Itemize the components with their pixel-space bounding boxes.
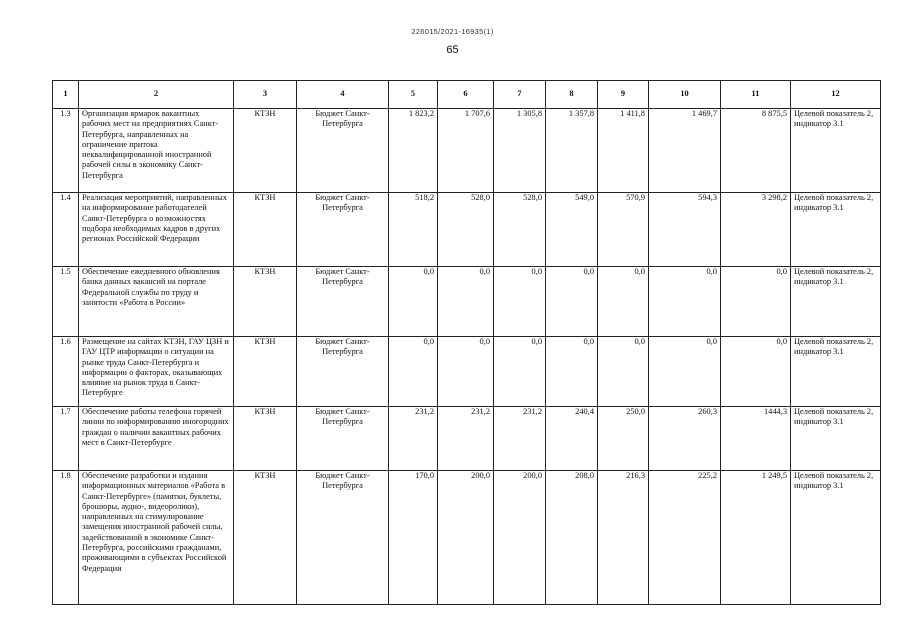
amount-cell: 8 875,5 bbox=[721, 109, 791, 193]
funding-source: Бюджет Санкт-Петербурга bbox=[297, 267, 389, 337]
table-row bbox=[53, 471, 881, 605]
funding-source: Бюджет Санкт-Петербурга bbox=[297, 193, 389, 267]
column-header: 10 bbox=[649, 81, 721, 109]
column-header: 8 bbox=[546, 81, 598, 109]
column-header: 3 bbox=[234, 81, 297, 109]
executor: КТЗН bbox=[234, 337, 297, 407]
indicator-note: Целевой показатель 2, индикатор 3.1 bbox=[791, 471, 881, 605]
amount-cell: 0,0 bbox=[598, 337, 649, 407]
amount-cell: 260,3 bbox=[649, 407, 721, 471]
amount-cell: 1 411,8 bbox=[598, 109, 649, 193]
row-number: 1.7 bbox=[53, 407, 79, 471]
measure-name: Организация ярмарок вакантных рабочих мест на предприятиях Санкт-Петербурга, направленных на ограничение притока неквалифицированной иностранной рабочей силы в экономику Санкт-Петербурга bbox=[79, 109, 234, 193]
table-row bbox=[53, 193, 881, 267]
amount-cell: 231,2 bbox=[438, 407, 494, 471]
amount-cell: 0,0 bbox=[494, 337, 546, 407]
amount-cell: 240,4 bbox=[546, 407, 598, 471]
row-number: 1.5 bbox=[53, 267, 79, 337]
amount-cell: 0,0 bbox=[721, 267, 791, 337]
amount-cell: 231,2 bbox=[389, 407, 438, 471]
column-header: 2 bbox=[79, 81, 234, 109]
column-header: 11 bbox=[721, 81, 791, 109]
amount-cell: 528,0 bbox=[438, 193, 494, 267]
document-number: 226015/2021-16935(1) bbox=[411, 27, 494, 36]
amount-cell: 0,0 bbox=[546, 267, 598, 337]
amount-cell: 3 298,2 bbox=[721, 193, 791, 267]
measure-name: Размещение на сайтах КТЗН, ГАУ ЦЗН и ГАУ ЦТР информации о ситуации на рынке труда Санкт-Петербурга и информации о факторах, оказывающих влияние на рынок труда в Санкт-Петербурге bbox=[79, 337, 234, 407]
amount-cell: 0,0 bbox=[649, 337, 721, 407]
executor: КТЗН bbox=[234, 267, 297, 337]
amount-cell: 1 357,8 bbox=[546, 109, 598, 193]
indicator-note: Целевой показатель 2, индикатор 3.1 bbox=[791, 267, 881, 337]
table-row bbox=[53, 267, 881, 337]
amount-cell: 0,0 bbox=[598, 267, 649, 337]
amount-cell: 200,0 bbox=[494, 471, 546, 605]
row-number: 1.6 bbox=[53, 337, 79, 407]
funding-source: Бюджет Санкт-Петербурга bbox=[297, 337, 389, 407]
column-header: 12 bbox=[791, 81, 881, 109]
column-header: 1 bbox=[53, 81, 79, 109]
row-number: 1.4 bbox=[53, 193, 79, 267]
amount-cell: 1 707,6 bbox=[438, 109, 494, 193]
indicator-note: Целевой показатель 2, индикатор 3.1 bbox=[791, 193, 881, 267]
table-row bbox=[53, 407, 881, 471]
table-row bbox=[53, 109, 881, 193]
amount-cell: 0,0 bbox=[389, 267, 438, 337]
column-header: 5 bbox=[389, 81, 438, 109]
amount-cell: 216,3 bbox=[598, 471, 649, 605]
amount-cell: 549,0 bbox=[546, 193, 598, 267]
amount-cell: 208,0 bbox=[546, 471, 598, 605]
amount-cell: 1 469,7 bbox=[649, 109, 721, 193]
indicator-note: Целевой показатель 2, индикатор 3.1 bbox=[791, 109, 881, 193]
budget-table bbox=[52, 80, 881, 605]
amount-cell: 200,0 bbox=[438, 471, 494, 605]
table-header-row bbox=[53, 81, 881, 109]
column-header: 9 bbox=[598, 81, 649, 109]
amount-cell: 1 823,2 bbox=[389, 109, 438, 193]
amount-cell: 0,0 bbox=[649, 267, 721, 337]
amount-cell: 570,9 bbox=[598, 193, 649, 267]
row-number: 1.3 bbox=[53, 109, 79, 193]
column-header: 7 bbox=[494, 81, 546, 109]
measure-name: Обеспечение ежедневного обновления банка данных вакансий на портале Федеральной службы по труду и занятости «Работа в России» bbox=[79, 267, 234, 337]
amount-cell: 1 305,8 bbox=[494, 109, 546, 193]
amount-cell: 518,2 bbox=[389, 193, 438, 267]
amount-cell: 594,3 bbox=[649, 193, 721, 267]
funding-source: Бюджет Санкт-Петербурга bbox=[297, 471, 389, 605]
executor: КТЗН bbox=[234, 109, 297, 193]
measure-name: Реализация мероприятий, направленных на информирование работодателей Санкт-Петербурга о возможностях подбора необходимых кадров в других регионах Российской Федерации bbox=[79, 193, 234, 267]
amount-cell: 225,2 bbox=[649, 471, 721, 605]
column-header: 4 bbox=[297, 81, 389, 109]
measure-name: Обеспечение разработки и издания информационных материалов «Работа в Санкт-Петербурге» (памятки, буклеты, брошюры, аудио-, видеоролики), направленных на стимулирование замещения иностранной рабочей силы, задействованной в экономике Санкт-Петербурга, российскими гражданами, проживающими в субъектах Российской Федерации bbox=[79, 471, 234, 605]
amount-cell: 0,0 bbox=[438, 267, 494, 337]
amount-cell: 528,0 bbox=[494, 193, 546, 267]
amount-cell: 231,2 bbox=[494, 407, 546, 471]
executor: КТЗН bbox=[234, 471, 297, 605]
column-header: 6 bbox=[438, 81, 494, 109]
indicator-note: Целевой показатель 2, индикатор 3.1 bbox=[791, 337, 881, 407]
row-number: 1.8 bbox=[53, 471, 79, 605]
amount-cell: 0,0 bbox=[438, 337, 494, 407]
amount-cell: 0,0 bbox=[546, 337, 598, 407]
executor: КТЗН bbox=[234, 407, 297, 471]
amount-cell: 1 249,5 bbox=[721, 471, 791, 605]
funding-source: Бюджет Санкт-Петербурга bbox=[297, 109, 389, 193]
amount-cell: 0,0 bbox=[721, 337, 791, 407]
measure-name: Обеспечение работы телефона горячей линии по информированию иногородних граждан о наличии вакантных рабочих мест в Санкт-Петербурге bbox=[79, 407, 234, 471]
indicator-note: Целевой показатель 2, индикатор 3.1 bbox=[791, 407, 881, 471]
page-number: 65 bbox=[446, 44, 459, 56]
amount-cell: 0,0 bbox=[494, 267, 546, 337]
funding-source: Бюджет Санкт-Петербурга bbox=[297, 407, 389, 471]
table-row bbox=[53, 337, 881, 407]
amount-cell: 0,0 bbox=[389, 337, 438, 407]
amount-cell: 1444,3 bbox=[721, 407, 791, 471]
amount-cell: 170,0 bbox=[389, 471, 438, 605]
amount-cell: 250,0 bbox=[598, 407, 649, 471]
executor: КТЗН bbox=[234, 193, 297, 267]
